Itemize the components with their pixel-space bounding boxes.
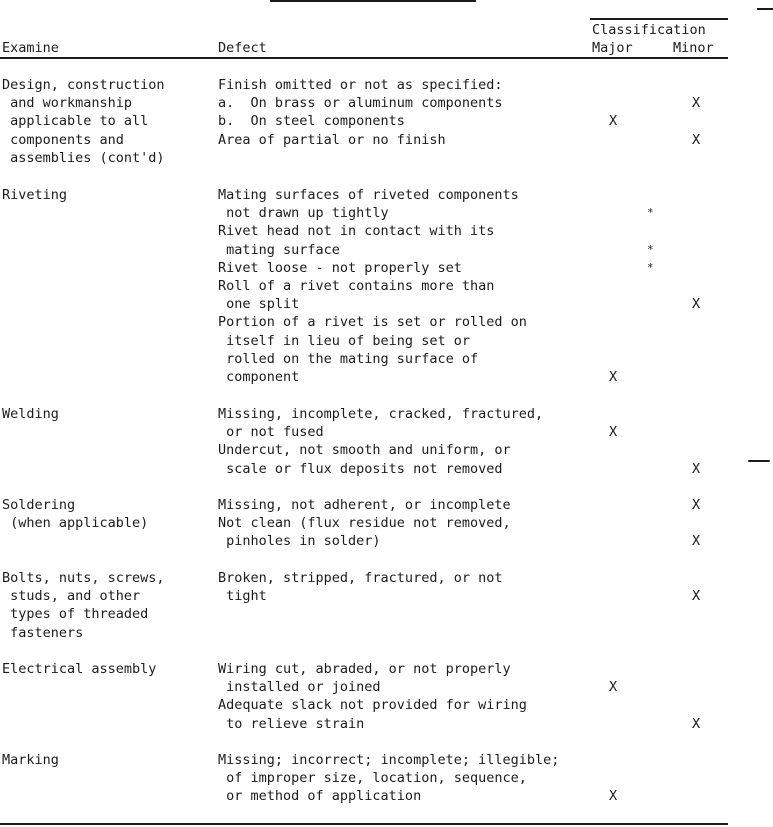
defect-text: Area of partial or no finish	[218, 131, 446, 148]
defect-text: Rivet head not in contact with its	[218, 223, 495, 240]
examine-text: and workmanship	[2, 95, 133, 112]
defect-text: or method of application	[218, 788, 422, 805]
defect-text: a. On brass or aluminum components	[218, 95, 503, 112]
top-short-rule	[270, 0, 476, 2]
classification-star-mark: *	[647, 206, 654, 220]
defect-text: pinholes in solder)	[218, 533, 381, 550]
minor-x-mark: X	[692, 588, 701, 605]
minor-x-mark: X	[692, 715, 701, 732]
bottom-rule	[0, 823, 728, 825]
defect-text: Rivet loose - not properly set	[218, 259, 462, 276]
minor-x-mark: X	[692, 497, 701, 513]
classification-star-mark: *	[647, 242, 654, 256]
examine-text: (when applicable)	[2, 515, 149, 532]
major-x-mark: X	[609, 424, 618, 441]
examine-text: Welding	[2, 406, 59, 422]
minor-x-mark: X	[692, 95, 701, 112]
defect-text: Portion of a rivet is set or rolled on	[218, 314, 527, 331]
major-x-mark: X	[609, 788, 618, 805]
defect-text: Not clean (flux residue not removed,	[218, 515, 511, 532]
defect-text: Undercut, not smooth and uniform, or	[218, 442, 511, 459]
defect-text: Missing, not adherent, or incomplete	[218, 497, 511, 513]
minor-x-mark: X	[692, 131, 701, 148]
examine-text: Electrical assembly	[2, 661, 157, 677]
defect-text: tight	[218, 588, 267, 605]
defect-text: Roll of a rivet contains more than	[218, 278, 495, 294]
examine-text: types of threaded	[2, 606, 149, 623]
defect-text: or not fused	[218, 424, 324, 441]
defect-text: installed or joined	[218, 679, 381, 696]
major-heading: Major	[592, 40, 633, 56]
classification-star-mark: *	[647, 260, 654, 274]
defect-text: of improper size, location, sequence,	[218, 770, 527, 787]
examine-text: Design, construction	[2, 77, 165, 93]
defect-text: to relieve strain	[218, 715, 365, 732]
margin-dash-mark	[757, 8, 773, 10]
defect-text: not drawn up tightly	[218, 205, 389, 222]
defect-text: one split	[218, 296, 300, 313]
examine-heading: Examine	[2, 40, 59, 56]
defect-text: scale or flux deposits not removed	[218, 460, 503, 477]
classification-rule	[590, 18, 728, 20]
defect-heading: Defect	[218, 40, 267, 56]
defect-text: mating surface	[218, 241, 340, 258]
defect-text: Broken, stripped, fractured, or not	[218, 570, 503, 586]
examine-text: assemblies (cont'd)	[2, 149, 165, 166]
major-x-mark: X	[609, 369, 618, 385]
minor-x-mark: X	[692, 296, 701, 313]
defect-text: Adequate slack not provided for wiring	[218, 697, 527, 714]
header-rule	[0, 57, 728, 59]
examine-text: components and	[2, 131, 124, 148]
margin-curve-mark	[748, 460, 770, 462]
defect-text: Wiring cut, abraded, or not properly	[218, 661, 511, 677]
defect-text: itself in lieu of being set or	[218, 332, 470, 349]
minor-x-mark: X	[692, 460, 701, 477]
major-x-mark: X	[609, 679, 618, 696]
defect-text: Missing; incorrect; incomplete; illegible;	[218, 752, 560, 768]
defect-text: b. On steel components	[218, 113, 405, 130]
examine-text: Soldering	[2, 497, 76, 513]
examine-text: Bolts, nuts, screws,	[2, 570, 165, 586]
examine-text: fasteners	[2, 624, 84, 641]
defect-text: Finish omitted or not as specified:	[218, 77, 503, 93]
minor-heading: Minor	[673, 40, 714, 56]
defect-text: Missing, incomplete, cracked, fractured,	[218, 406, 544, 422]
examine-text: studs, and other	[2, 588, 141, 605]
classification-heading: Classification	[592, 22, 706, 38]
examine-text: applicable to all	[2, 113, 149, 130]
examine-text: Riveting	[2, 187, 68, 203]
defect-text: rolled on the mating surface of	[218, 350, 479, 367]
major-x-mark: X	[609, 113, 618, 130]
minor-x-mark: X	[692, 533, 701, 550]
defect-text: component	[218, 369, 300, 385]
examine-text: Marking	[2, 752, 59, 768]
defect-text: Mating surfaces of riveted components	[218, 187, 519, 203]
